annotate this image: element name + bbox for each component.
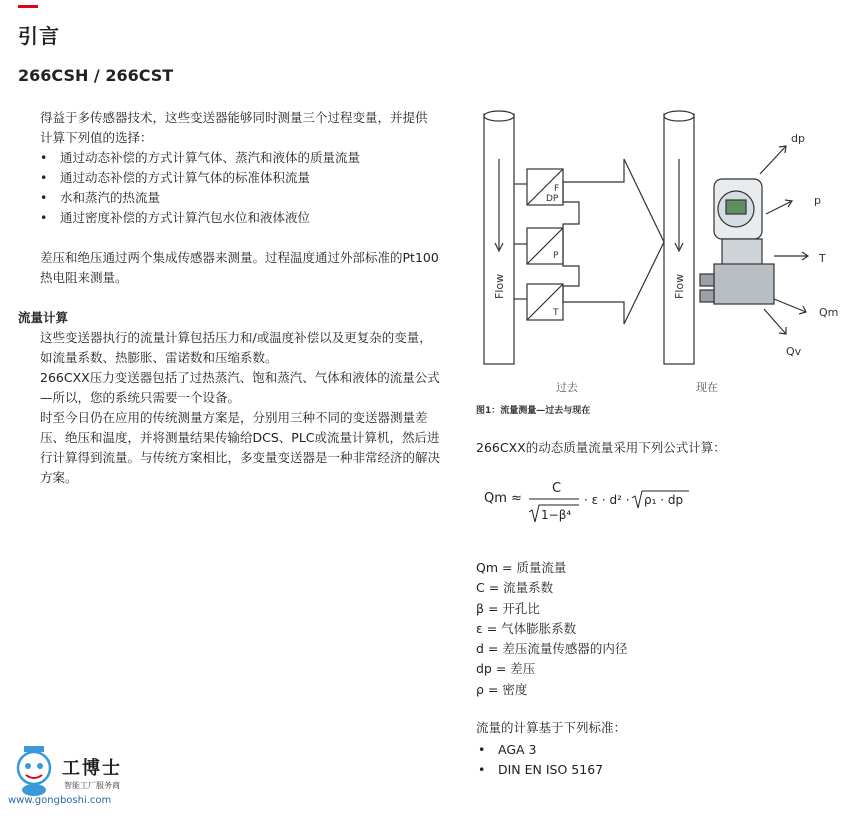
definition-item: β = 开孔比: [476, 600, 540, 616]
past-flow-label: Flow: [493, 273, 506, 299]
intro-bullet: • 通过动态补偿的方式计算气体、蒸汽和液体的质量流量: [40, 148, 430, 168]
box-label-p: P: [553, 251, 559, 261]
now-label: 现在: [696, 381, 718, 394]
now-flow-label: Flow: [673, 273, 686, 299]
definition-item: ρ = 密度: [476, 681, 528, 697]
definition-item: dp = 差压: [476, 661, 536, 677]
definition-item: C = 流量系数: [476, 580, 554, 596]
sensor-paragraph: 差压和绝压通过两个集成传感器来测量。过程温度通过外部标准的Pt100热电阻来测量。: [40, 250, 439, 285]
mass-flow-formula: [484, 474, 724, 534]
past-to-now-arrow: [563, 159, 664, 324]
formula-rest: · ε · d² ·: [584, 493, 630, 507]
section-title: 引言: [18, 24, 60, 48]
intro-text: 得益于多传感器技术，这些变送器能够同时测量三个过程变量，并提供计算下列值的选择：: [40, 110, 428, 145]
signal-qm-label: Qm: [819, 306, 839, 319]
intro-bullet: • 通过密度补偿的方式计算汽包水位和液体液位: [40, 208, 430, 228]
formula-numerator: C: [552, 481, 562, 496]
box-label-dp: DP: [546, 194, 559, 204]
definition-item: ε = 气体膨胀系数: [476, 620, 577, 636]
standards-list: [478, 740, 603, 780]
intro-block: [40, 108, 430, 228]
formula-denominator: 1−β⁴: [541, 508, 572, 522]
standards-intro: 流量的计算基于下列标准：: [476, 720, 627, 735]
formula-sqrt-term: ρ₁ · dp: [644, 493, 684, 507]
box-label-f: F: [554, 184, 560, 194]
formula-lhs: Qm ≈: [484, 491, 522, 506]
accent-bar: [18, 5, 38, 8]
figure-caption: 图1：流量测量—过去与现在: [476, 406, 591, 416]
intro-bullet: • 水和蒸汽的热流量: [40, 188, 430, 208]
logo-name: 工博士: [62, 758, 122, 779]
signal-dp-label: dp: [791, 132, 805, 145]
product-subtitle: 266CSH / 266CST: [18, 66, 174, 85]
logo-url: www.gongboshi.com: [8, 795, 112, 806]
definitions-list: [476, 558, 627, 700]
definition-item: Qm = 质量流量: [476, 560, 567, 575]
flow-paragraph: 这些变送器执行的流量计算包括压力和/或温度补偿以及更复杂的变量，如流量系数、热膨胀、雷诺数和压缩系数。: [40, 330, 432, 365]
standard-item: • DIN EN ISO 5167: [478, 760, 603, 780]
intro-bullet-list: [40, 148, 430, 228]
signal-p-label: p: [814, 194, 821, 207]
standard-item: • AGA 3: [478, 740, 603, 760]
formula-intro: 266CXX的动态质量流量采用下列公式计算：: [476, 440, 726, 455]
definition-item: d = 差压流量传感器的内径: [476, 641, 628, 657]
flow-measurement-diagram: [474, 104, 854, 404]
flow-paragraph: 266CXX压力变送器包括了过热蒸汽、饱和蒸汽、气体和液体的流量公式—所以，您的系统只需要一个设备。: [40, 370, 440, 405]
logo-tagline: 智能工厂服务商: [64, 781, 120, 790]
signal-t-label: T: [819, 252, 826, 265]
flow-calc-text: [40, 328, 440, 488]
intro-bullet: • 通过动态补偿的方式计算气体的标准体积流量: [40, 168, 430, 188]
box-label-t: T: [553, 308, 559, 318]
flow-calc-heading: 流量计算: [18, 310, 69, 325]
signal-qv-label: Qv: [786, 345, 802, 358]
flow-paragraph: 时至今日仍在应用的传统测量方案是，分别用三种不同的变送器测量差压、绝压和温度，并将测量结果传输给DCS、PLC或流量计算机，然后进行计算得到流量。与传统方案相比，多变量变送器是一种非常经济的解决方案。: [40, 410, 441, 485]
past-label: 过去: [556, 381, 578, 394]
